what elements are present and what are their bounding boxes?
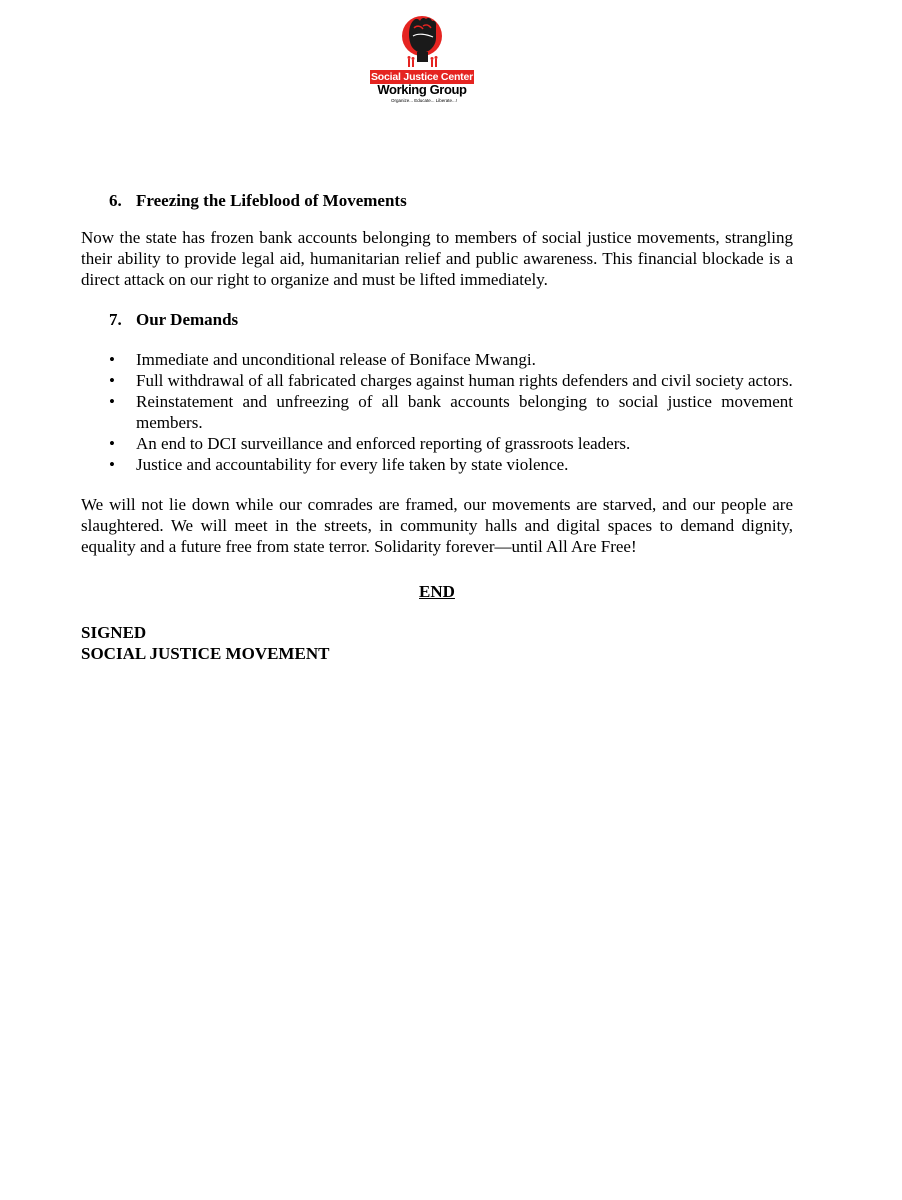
list-item bbox=[81, 370, 793, 391]
demand-text: Reinstatement and unfreezing of all bank accounts belonging to social justice movement members. bbox=[136, 392, 793, 432]
bullet-icon: • bbox=[109, 350, 115, 369]
logo-banner-text: Social Justice Center bbox=[370, 71, 473, 83]
list-item bbox=[81, 349, 793, 370]
section-6-number: 6. bbox=[109, 191, 122, 210]
section-7-number: 7. bbox=[109, 310, 122, 329]
closing-paragraph: We will not lie down while our comrades are framed, our movements are starved, and our people are slaughtered. We will meet in the streets, in community halls and digital spaces to demand dignity, equality and a future free from state terror. Solidarity forever—until All Are Free! bbox=[81, 495, 793, 556]
section-7-heading bbox=[109, 309, 793, 330]
demands-list bbox=[81, 349, 793, 475]
section-6-paragraph: Now the state has frozen bank accounts belonging to members of social justice movements, strangling their ability to provide legal aid, humanitarian relief and public awareness. This financial blockade is a direct attack on our right to organize and must be lifted immediately. bbox=[81, 228, 793, 289]
bullet-icon: • bbox=[109, 434, 115, 453]
signatory-name: SOCIAL JUSTICE MOVEMENT bbox=[81, 644, 330, 663]
section-6-heading bbox=[109, 190, 793, 211]
logo-tagline: Organize... Educate... Liberate...! bbox=[390, 98, 458, 103]
signed-label: SIGNED bbox=[81, 623, 147, 642]
section-6-title: Freezing the Lifeblood of Movements bbox=[136, 191, 407, 210]
end-marker: END bbox=[419, 582, 455, 601]
document-body bbox=[81, 190, 793, 664]
organization-logo bbox=[368, 12, 476, 103]
demand-text: An end to DCI surveillance and enforced reporting of grassroots leaders. bbox=[136, 434, 631, 453]
logo-subtitle: Working Group bbox=[377, 82, 467, 97]
bullet-icon: • bbox=[109, 455, 115, 474]
list-item bbox=[81, 391, 793, 433]
bullet-icon: • bbox=[109, 392, 115, 411]
demand-text: Full withdrawal of all fabricated charges against human rights defenders and civil society actors. bbox=[136, 371, 793, 390]
demand-text: Justice and accountability for every life taken by state violence. bbox=[136, 455, 569, 474]
list-item bbox=[81, 433, 793, 454]
demand-text: Immediate and unconditional release of Boniface Mwangi. bbox=[136, 350, 536, 369]
list-item bbox=[81, 454, 793, 475]
section-7-title: Our Demands bbox=[136, 310, 239, 329]
raised-fist-emblem-icon bbox=[396, 12, 448, 70]
bullet-icon: • bbox=[109, 371, 115, 390]
